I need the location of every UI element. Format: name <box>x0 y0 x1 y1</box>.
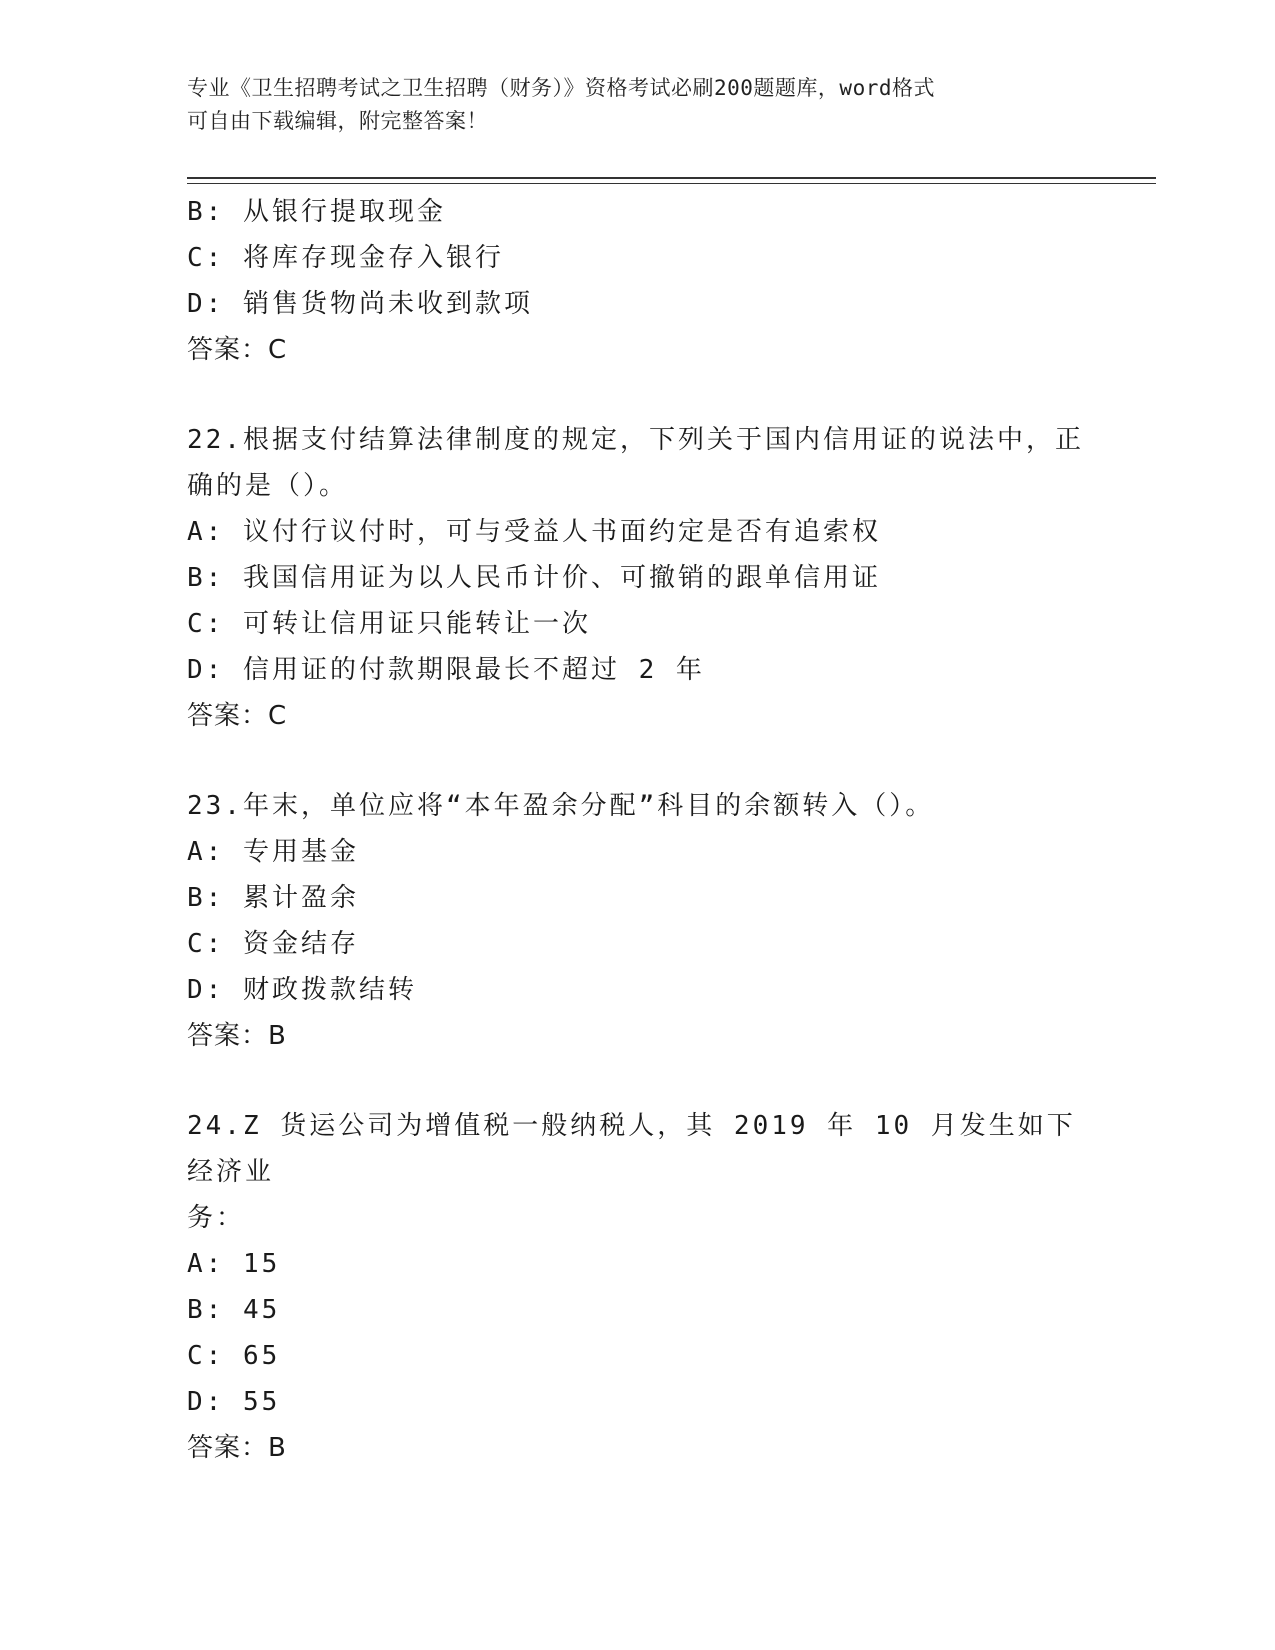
header-title-line-2: 可自由下载编辑，附完整答案！ <box>187 109 488 133</box>
question-22 <box>187 417 1087 739</box>
option-c: C: 资金结存 <box>187 929 359 959</box>
answer-line: 答案：C <box>187 701 288 731</box>
question-23 <box>187 783 1087 1059</box>
option-c: C: 65 <box>187 1341 281 1371</box>
option-b: B: 从银行提取现金 <box>187 197 446 227</box>
header-divider-thin <box>187 183 1156 184</box>
question-stem-line-1: 22.根据支付结算法律制度的规定，下列关于国内信用证的说法中，正 <box>187 425 1084 455</box>
document-header <box>187 72 1087 138</box>
document-body <box>187 189 1087 1471</box>
option-c: C: 可转让信用证只能转让一次 <box>187 609 591 639</box>
answer-line: 答案：B <box>187 1433 287 1463</box>
answer-line: 答案：B <box>187 1021 287 1051</box>
option-c: C: 将库存现金存入银行 <box>187 243 504 273</box>
option-b: B: 45 <box>187 1295 281 1325</box>
option-b: B: 我国信用证为以人民币计价、可撤销的跟单信用证 <box>187 563 881 593</box>
header-title-line-1: 专业《卫生招聘考试之卫生招聘（财务）》资格考试必刷200题题库，word格式 <box>187 76 935 100</box>
question-stem-line-2: 务： <box>187 1203 246 1233</box>
spacer <box>187 739 1087 783</box>
question-stem-line-1: 23.年末，单位应将“本年盈余分配”科目的余额转入（）。 <box>187 791 935 821</box>
spacer <box>187 1059 1087 1103</box>
option-d: D: 信用证的付款期限最长不超过 2 年 <box>187 655 705 685</box>
question-stem-line-1: 24.Z 货运公司为增值税一般纳税人，其 2019 年 10 月发生如下经济业 <box>187 1111 1076 1187</box>
header-divider-thick <box>187 177 1156 179</box>
option-a: A: 15 <box>187 1249 281 1279</box>
question-24 <box>187 1103 1087 1471</box>
question-21-continuation <box>187 189 1087 373</box>
option-a: A: 议付行议付时，可与受益人书面约定是否有追索权 <box>187 517 881 547</box>
option-b: B: 累计盈余 <box>187 883 359 913</box>
answer-line: 答案：C <box>187 335 288 365</box>
option-d: D: 财政拨款结转 <box>187 975 417 1005</box>
question-stem-line-2: 确的是（）。 <box>187 471 349 501</box>
option-d: D: 55 <box>187 1387 281 1417</box>
spacer <box>187 373 1087 417</box>
option-d: D: 销售货物尚未收到款项 <box>187 289 533 319</box>
option-a: A: 专用基金 <box>187 837 359 867</box>
